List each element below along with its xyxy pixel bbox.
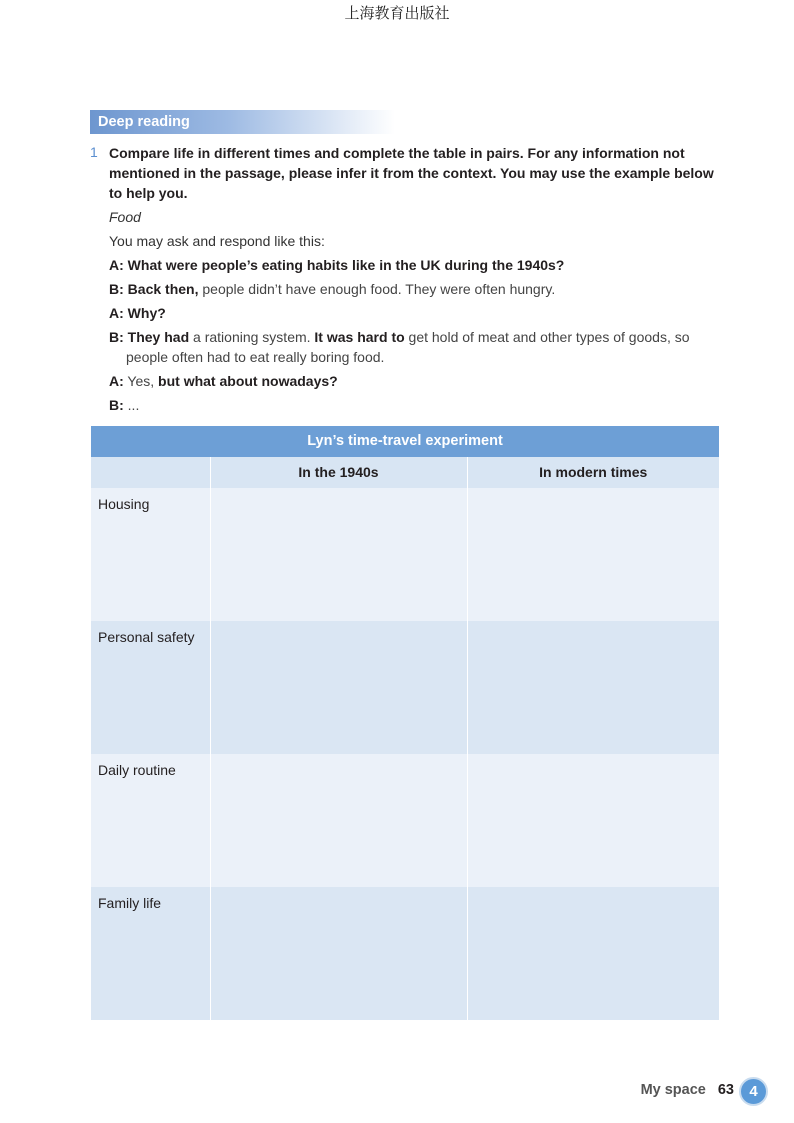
unit-number-badge: 4 — [739, 1077, 768, 1106]
dialogue-line — [109, 279, 720, 299]
table-caption: Lyn’s time-travel experiment — [91, 426, 719, 457]
row-label-housing: Housing — [91, 488, 210, 621]
dialogue-bold: It was hard to — [314, 329, 405, 345]
answer-cell-1940s[interactable] — [210, 754, 467, 887]
footer-label: My space — [640, 1082, 706, 1098]
table-row — [91, 488, 719, 621]
answer-cell-1940s[interactable] — [210, 887, 467, 1020]
speaker-label: B: — [109, 281, 124, 297]
answer-cell-modern[interactable] — [467, 754, 719, 887]
task-number: 1 — [90, 144, 98, 160]
dialogue-bold: but what about nowadays? — [158, 373, 338, 389]
dialogue-bold: Why? — [127, 305, 166, 321]
dialogue-line — [109, 371, 720, 391]
column-header-1940s: In the 1940s — [210, 457, 467, 488]
answer-cell-1940s[interactable] — [210, 621, 467, 754]
column-header-modern: In modern times — [467, 457, 719, 488]
dialogue-bold: Back then, — [127, 281, 199, 297]
answer-cell-modern[interactable] — [467, 887, 719, 1020]
table-header-row — [91, 457, 719, 488]
task-1 — [90, 143, 720, 415]
table-row — [91, 887, 719, 1020]
topic-label: Food — [109, 209, 141, 225]
page-footer — [641, 1082, 734, 1098]
publisher-header: 上海教育出版社 — [344, 4, 450, 22]
dialogue-text: people didn’t have enough food. They were often hungry. — [198, 281, 556, 297]
speaker-label: B: — [109, 329, 124, 345]
task-instruction: Compare life in different times and complete the table in pairs. For any information not mentioned in the passage, please infer it from the context. You may use the example below to help you. — [109, 145, 714, 201]
table-row — [91, 621, 719, 754]
dialogue-text: a rationing system. — [189, 329, 315, 345]
dialogue-bold: They had — [127, 329, 190, 345]
task-body — [109, 143, 720, 415]
dialogue-text: Yes, — [127, 373, 159, 389]
page-number: 63 — [717, 1082, 734, 1098]
row-label-personal-safety: Personal safety — [91, 621, 210, 754]
dialogue-line — [109, 327, 720, 367]
table-row — [91, 754, 719, 887]
speaker-label: A: — [109, 305, 124, 321]
column-header-blank — [91, 457, 210, 488]
dialogue-text: get hold of meat and other types of goods, so people often had to eat really boring food. — [126, 329, 690, 365]
answer-cell-1940s[interactable] — [210, 488, 467, 621]
speaker-label: B: — [109, 397, 124, 413]
dialogue-bold: What were people’s eating habits like in the UK during the 1940s? — [127, 257, 565, 273]
row-label-family-life: Family life — [91, 887, 210, 1020]
answer-cell-modern[interactable] — [467, 621, 719, 754]
speaker-label: A: — [109, 257, 124, 273]
speaker-label: A: — [109, 373, 124, 389]
dialogue-line — [109, 255, 720, 275]
row-label-daily-routine: Daily routine — [91, 754, 210, 887]
dialogue-line — [109, 303, 720, 323]
comparison-table — [91, 426, 719, 1020]
dialogue-text: ... — [127, 397, 140, 413]
dialogue-intro: You may ask and respond like this: — [109, 233, 325, 249]
answer-cell-modern[interactable] — [467, 488, 719, 621]
section-title-banner: Deep reading — [90, 110, 395, 134]
dialogue-line — [109, 395, 720, 415]
